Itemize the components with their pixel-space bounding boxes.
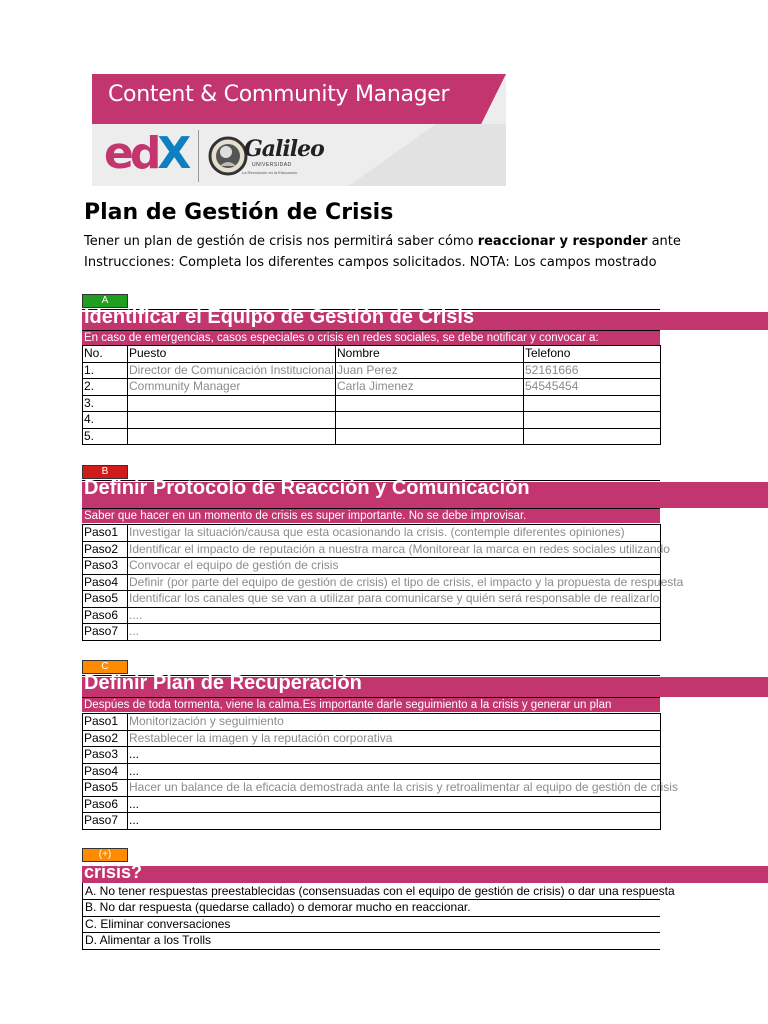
section-c-heading: Definir Plan de Recuperación (84, 672, 362, 694)
column-header: Nombre (336, 346, 524, 363)
puesto-cell[interactable] (128, 412, 336, 429)
step-label: Paso7 (83, 813, 128, 830)
nombre-cell[interactable]: Juan Perez (336, 362, 524, 379)
step-cell[interactable]: Hacer un balance de la eficacia demostrada ante la crisis y retroalimentar al equipo de gestión de crisis (129, 780, 678, 795)
step-cell[interactable]: ... (128, 813, 661, 830)
table-row (83, 730, 661, 747)
table-row (83, 813, 661, 830)
page-title: Plan de Gestión de Crisis (84, 200, 394, 225)
step-cell[interactable]: .... (128, 607, 661, 624)
step-label: Paso7 (83, 624, 128, 641)
answer-item: C. Eliminar conversaciones (83, 916, 661, 933)
table-row (83, 763, 661, 780)
logo-divider (198, 130, 199, 182)
puesto-cell[interactable]: Director de Comunicación Institucional (129, 362, 334, 377)
puesto-cell[interactable] (128, 395, 336, 412)
galileo-subtitle: UNIVERSIDAD (252, 162, 292, 168)
step-label: Paso5 (83, 780, 128, 797)
crisis-errors-list (82, 883, 675, 950)
table-row (83, 558, 661, 575)
telefono-cell[interactable] (524, 412, 661, 429)
telefono-cell[interactable]: 54545454 (524, 379, 661, 396)
section-c-description: Despúes de toda tormenta, viene la calma.Es importante darle seguimiento a la crisis y generar un plan (82, 697, 660, 712)
instructions-text: Instrucciones: Completa los diferentes campos solicitados. NOTA: Los campos mostrado (84, 255, 657, 270)
table-row (83, 607, 661, 624)
puesto-cell[interactable]: Community Manager (128, 379, 336, 396)
step-label: Paso3 (83, 747, 128, 764)
row-number: 2. (83, 379, 128, 396)
answer-item: A. No tener respuestas preestablecidas (consensuadas con el equipo de gestión de crisis) o dar una respuesta (83, 883, 661, 900)
banner-title: Content & Community Manager (108, 82, 450, 107)
table-row (83, 624, 661, 641)
section-b-heading: Definir Protocolo de Reacción y Comunicación (84, 477, 530, 499)
nombre-cell[interactable] (336, 428, 524, 445)
intro-text-part: ante (647, 234, 681, 249)
table-row (83, 525, 661, 542)
step-cell[interactable]: Monitorización y seguimiento (128, 714, 661, 731)
step-label: Paso4 (83, 574, 128, 591)
nombre-cell[interactable]: Carla Jimenez (336, 379, 524, 396)
step-label: Paso4 (83, 763, 128, 780)
galileo-tagline: La Revolución en la Educación (242, 170, 297, 175)
table-row (83, 412, 661, 429)
table-row (83, 780, 661, 797)
header-banner (92, 74, 506, 186)
column-header: Puesto (128, 346, 336, 363)
step-cell[interactable]: ... (128, 796, 661, 813)
puesto-cell[interactable] (128, 428, 336, 445)
step-label: Paso5 (83, 591, 128, 608)
list-item (83, 933, 661, 950)
answer-item: B. No dar respuesta (quedarse callado) o demorar mucho en reaccionar. (83, 900, 661, 917)
table-row (83, 714, 661, 731)
list-item (83, 916, 661, 933)
row-number: 5. (83, 428, 128, 445)
nombre-cell[interactable] (336, 395, 524, 412)
table-row (83, 379, 661, 396)
step-cell[interactable]: Restablecer la imagen y la reputación corporativa (128, 730, 661, 747)
step-label: Paso6 (83, 796, 128, 813)
step-cell[interactable]: Convocar el equipo de gestión de crisis (128, 558, 661, 575)
telefono-cell[interactable]: 52161666 (524, 362, 661, 379)
step-cell[interactable]: Identificar el impacto de reputación a nuestra marca (Monitorear la marca en redes sociales utilizando (129, 541, 670, 556)
step-cell[interactable]: ... (128, 624, 661, 641)
section-d-tag: (+) (82, 848, 128, 862)
answer-item: D. Alimentar a los Trolls (83, 933, 661, 950)
table-row (83, 541, 661, 558)
section-a-heading: Identificar el Equipo de Gestión de Crisis (84, 306, 475, 328)
section-a-description: En caso de emergencias, casos especiales o crisis en redes sociales, se debe notificar y convocar a: (82, 330, 660, 345)
intro-text (84, 234, 681, 249)
table-header-row (83, 346, 661, 363)
step-label: Paso1 (83, 525, 128, 542)
step-label: Paso2 (83, 730, 128, 747)
step-label: Paso1 (83, 714, 128, 731)
intro-text-part: Tener un plan de gestión de crisis nos permitirá saber cómo (84, 234, 478, 249)
section-b-description: Saber que hacer en un momento de crisis es super importante. No se debe improvisar. (82, 508, 660, 523)
intro-text-bold: reaccionar y responder (477, 234, 648, 249)
table-row (83, 796, 661, 813)
step-label: Paso3 (83, 558, 128, 575)
table-row (83, 395, 661, 412)
nombre-cell[interactable] (336, 412, 524, 429)
row-number: 1. (83, 362, 128, 379)
step-cell[interactable]: ... (128, 747, 661, 764)
telefono-cell[interactable] (524, 428, 661, 445)
column-header: No. (83, 346, 128, 363)
table-row (83, 428, 661, 445)
column-header: Telefono (524, 346, 661, 363)
section-a-tag: A (82, 294, 128, 308)
section-b-tag: B (82, 465, 128, 479)
step-cell[interactable]: Investigar la situación/causa que esta ocasionando la crisis. (contemple diferentes opiniones) (128, 525, 661, 542)
list-item (83, 900, 661, 917)
row-number: 3. (83, 395, 128, 412)
table-row (83, 574, 661, 591)
telefono-cell[interactable] (524, 395, 661, 412)
step-label: Paso6 (83, 607, 128, 624)
step-cell[interactable]: ... (128, 763, 661, 780)
section-d-heading: crisis? (84, 862, 143, 882)
section-d-band (82, 866, 768, 883)
step-cell[interactable]: Identificar los canales que se van a utilizar para comunicarse y quién será responsable de realizarlo (129, 591, 660, 606)
table-row (83, 362, 661, 379)
table-row (83, 591, 661, 608)
recovery-plan-table (82, 713, 678, 830)
table-row (83, 747, 661, 764)
reaction-protocol-table (82, 524, 684, 641)
galileo-logo: Galileo (244, 136, 324, 162)
row-number: 4. (83, 412, 128, 429)
section-c-tag: C (82, 660, 128, 674)
edx-logo: edX (104, 128, 188, 179)
step-cell[interactable]: Definir (por parte del equipo de gestión de crisis) el tipo de crisis, el impacto y la propuesta de respuesta (129, 574, 684, 589)
team-table (82, 345, 661, 445)
list-item (83, 883, 661, 900)
step-label: Paso2 (83, 541, 128, 558)
